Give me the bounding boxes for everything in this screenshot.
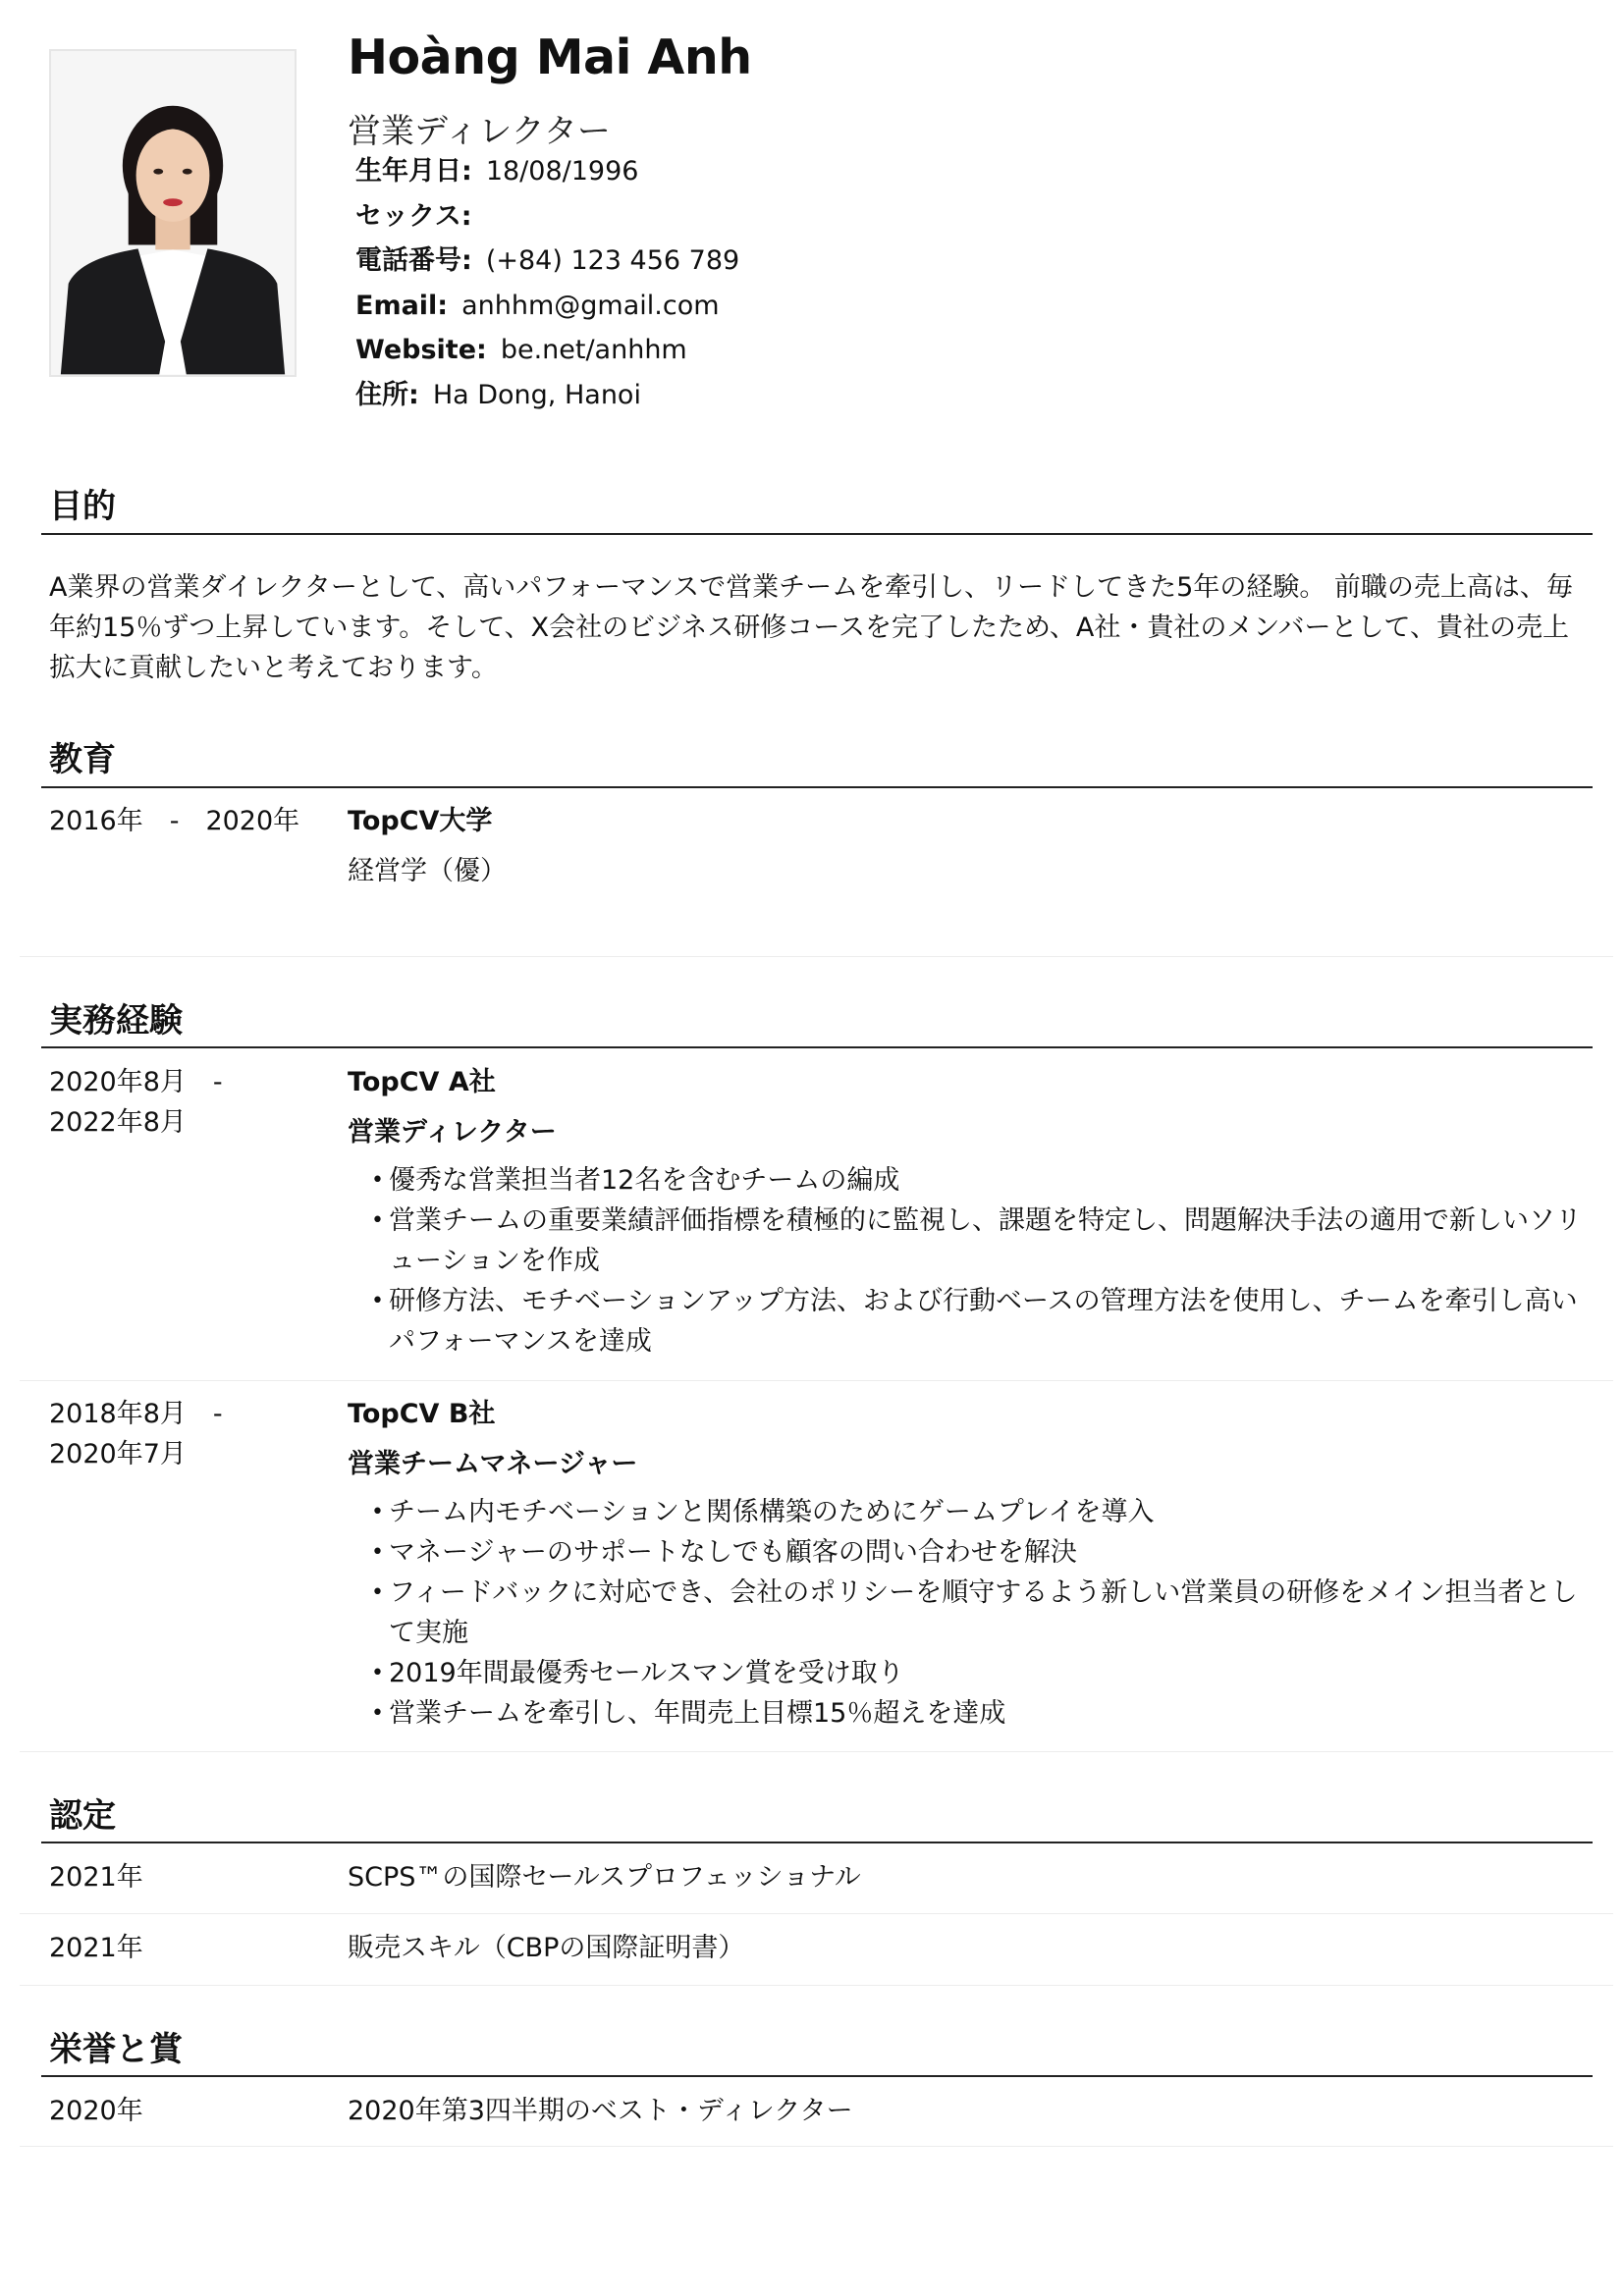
award-date: 2020年	[49, 2096, 143, 2126]
section-divider	[41, 1046, 1593, 1048]
section-divider	[41, 533, 1593, 535]
row-separator	[20, 1913, 1613, 1914]
info-birthdate	[355, 149, 739, 194]
list-item: • 優秀な営業担当者12名を含むチームの編成	[371, 1160, 1585, 1201]
objective-text: A業界の営業ダイレクターとして、高いパフォーマンスで営業チームを牽引し、リードしてきた5年の経験。 前職の売上高は、毎年約15％ずつ上昇しています。そして、X会社のビジネス研修コースを完了したため、A社・貴社のメンバーとして、貴社の売上拡大に貢献したいと考えております。	[49, 572, 1573, 683]
experience-date-end: 2020年7月	[49, 1439, 187, 1469]
education-entry	[348, 801, 1585, 891]
experience-role: 営業ディレクター	[348, 1117, 557, 1148]
info-email	[355, 284, 739, 329]
list-item: • マネージャーのサポートなしでも顧客の問い合わせを解決	[371, 1532, 1585, 1573]
list-item: • 2019年間最優秀セールスマン賞を受け取り	[371, 1653, 1585, 1693]
portrait-image	[51, 51, 295, 375]
info-value: anhhm@gmail.com	[461, 290, 720, 321]
experience-entry	[348, 1062, 1585, 1362]
row-separator	[20, 1380, 1613, 1381]
section-divider	[41, 786, 1593, 788]
experience-company: TopCV A社	[348, 1067, 496, 1097]
list-item: • 研修方法、モチベーションアップ方法、および行動ベースの管理方法を使用し、チームを牽引し高いパフォーマンスを達成	[371, 1281, 1585, 1362]
experience-date	[49, 1394, 285, 1474]
section-divider	[41, 2075, 1593, 2077]
experience-entry	[348, 1394, 1585, 1734]
info-value: 18/08/1996	[485, 156, 639, 187]
experience-bullets	[348, 1492, 1585, 1734]
row-separator	[20, 1985, 1613, 1986]
info-value: be.net/anhhm	[500, 335, 687, 365]
info-value: (+84) 123 456 789	[485, 245, 740, 276]
info-label: 住所:	[355, 379, 419, 410]
candidate-name: Hoàng Mai Anh	[348, 29, 752, 85]
experience-date	[49, 1062, 285, 1143]
education-institution: TopCV大学	[348, 806, 493, 836]
list-item: • 営業チームを牽引し、年間売上目標15％超えを達成	[371, 1693, 1585, 1734]
experience-role: 営業チームマネージャー	[348, 1449, 638, 1479]
section-heading-certifications: 認定	[49, 1796, 116, 1836]
experience-date-start: 2018年8月 -	[49, 1399, 223, 1429]
experience-date-start: 2020年8月 -	[49, 1067, 223, 1097]
info-label: 生年月日:	[355, 156, 472, 187]
list-item: • 営業チームの重要業績評価指標を積極的に監視し、課題を特定し、問題解決手法の適用で新しいソリューションを作成	[371, 1201, 1585, 1281]
section-heading-education: 教育	[49, 740, 116, 779]
experience-date-end: 2022年8月	[49, 1107, 187, 1138]
experience-bullets	[348, 1160, 1585, 1362]
certification-name: 販売スキル（CBPの国際証明書）	[348, 1933, 745, 1963]
info-label: セックス:	[355, 200, 472, 232]
row-separator	[20, 1751, 1613, 1752]
info-value: Ha Dong, Hanoi	[432, 379, 641, 410]
info-label: Website:	[355, 335, 487, 365]
award-name: 2020年第3四半期のベスト・ディレクター	[348, 2096, 853, 2126]
info-label: 電話番号:	[355, 245, 472, 276]
experience-company: TopCV B社	[348, 1399, 496, 1429]
job-title: 営業ディレクター	[348, 112, 611, 151]
certification-name: SCPS™の国際セールスプロフェッショナル	[348, 1862, 861, 1893]
profile-photo	[49, 49, 297, 377]
contact-info	[355, 149, 739, 417]
list-item: • フィードバックに対応でき、会社のポリシーを順守するよう新しい営業員の研修をメイン担当者として実施	[371, 1573, 1585, 1653]
info-label: Email:	[355, 290, 449, 321]
row-separator	[20, 2146, 1613, 2147]
section-heading-objective: 目的	[49, 487, 116, 526]
info-website	[355, 328, 739, 373]
certification-date: 2021年	[49, 1933, 143, 1963]
info-phone	[355, 239, 739, 284]
info-address	[355, 373, 739, 418]
section-heading-experience: 実務経験	[49, 1001, 183, 1041]
education-degree: 経営学（優）	[348, 856, 507, 886]
section-divider	[41, 1842, 1593, 1843]
list-item: • チーム内モチベーションと関係構築のためにゲームプレイを導入	[371, 1492, 1585, 1532]
section-heading-awards: 栄誉と賞	[49, 2030, 183, 2069]
info-sex	[355, 194, 739, 240]
certification-date: 2021年	[49, 1862, 143, 1893]
row-separator	[20, 956, 1613, 957]
education-date: 2016年 - 2020年	[49, 806, 300, 836]
